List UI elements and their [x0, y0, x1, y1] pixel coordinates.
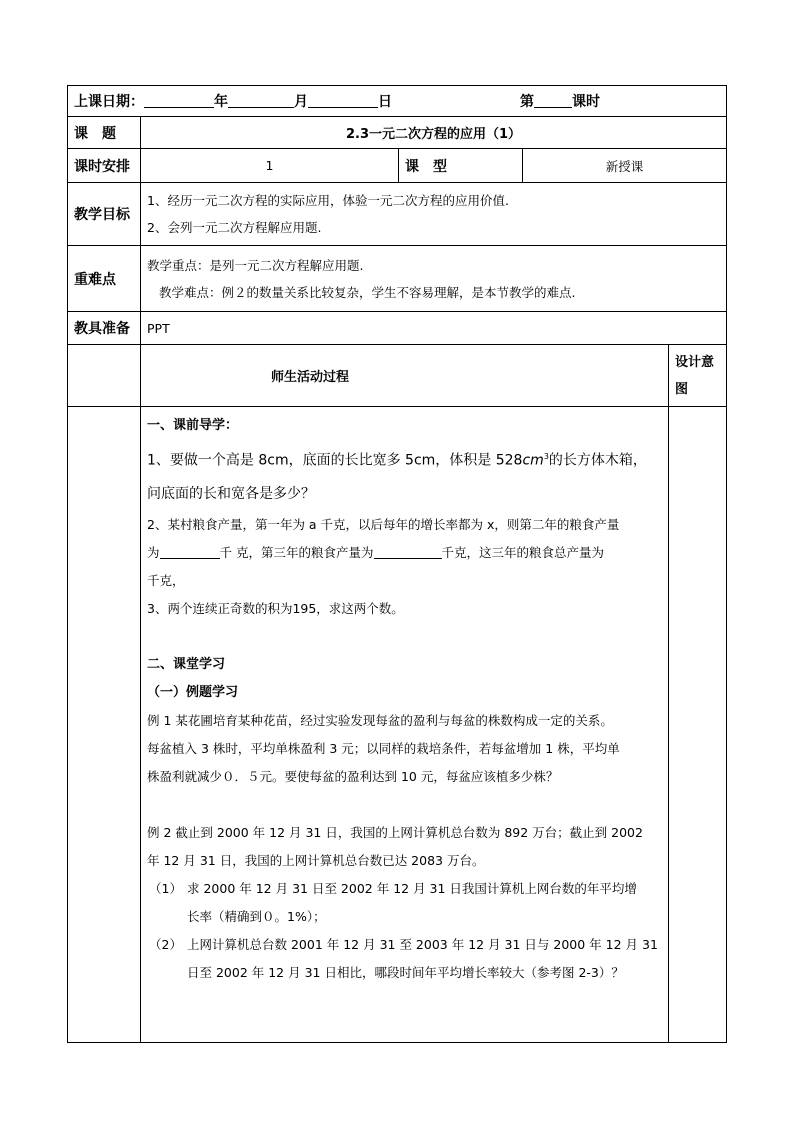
key-point: 教学重点：是列一元二次方程解应用题.	[147, 257, 364, 273]
day-blank	[308, 92, 378, 108]
key-points-label: 重难点	[68, 246, 141, 312]
header-row	[68, 86, 727, 117]
year-blank	[144, 92, 214, 108]
topic-label: 课 题	[68, 117, 141, 149]
example-2-question-2: （2） 上网计算机总台数 2001 年 12 月 31 至 2003 年 12 月 31 日与 2000 年 12 月 31 日至 2002 年 12 月 31 日相比，哪段时间年平均增长率较大（参考图 2-3）？	[149, 936, 658, 980]
goal-item-2: 2、会列一元二次方程解应用题.	[147, 220, 322, 235]
period-blank	[534, 92, 572, 108]
section-2-title: 二、课堂学习	[147, 656, 226, 672]
process-header-blank	[68, 345, 141, 407]
tools-row	[68, 312, 727, 345]
goals-label: 教学目标	[68, 183, 141, 246]
tools-value: PPT	[141, 312, 727, 345]
topic-row	[68, 117, 727, 149]
schedule-row	[68, 149, 727, 183]
example-2-question-1: （1） 求 2000 年 12 月 31 日至 2002 年 12 月 31 日我国计算机上网台数的年平均增 长率（精确到０。1%）；	[149, 880, 637, 924]
period-suffix: 课时	[572, 94, 600, 110]
example-1-line-2: 每盆植入 3 株时，平均单株盈利 3 元；以同样的栽培条件，若每盆增加 1 株，平均单	[147, 740, 620, 756]
question-1-line-2: 问底面的长和宽各是多少？	[147, 485, 315, 502]
type-value: 新授课	[523, 149, 727, 183]
question-3: 3、两个连续正奇数的积为195，求这两个数。	[147, 600, 404, 616]
intent-header: 设计意图	[669, 345, 727, 407]
schedule-value: 1	[141, 149, 399, 183]
month-blank	[228, 92, 294, 108]
period-prefix: 第	[520, 94, 534, 110]
day-label: 日	[378, 94, 392, 110]
example-2-line-1: 例 2 截止到 2000 年 12 月 31 日，我国的上网计算机总台数为 892 万台；截止到 2002	[147, 824, 643, 840]
year-label: 年	[214, 94, 228, 110]
process-header: 师生活动过程	[141, 345, 669, 407]
month-label: 月	[294, 94, 308, 110]
process-text	[147, 412, 662, 987]
goals-row	[68, 183, 727, 246]
tools-label: 教具准备	[68, 312, 141, 345]
key-points-row	[68, 246, 727, 312]
example-1-line-1: 例 1 某花圃培育某种花苗，经过实验发现每盆的盈利与每盆的株数构成一定的关系。	[147, 712, 613, 728]
goal-item-1: 1、经历一元二次方程的实际应用，体验一元二次方程的应用价值.	[147, 193, 509, 208]
lesson-plan-table	[67, 85, 727, 1043]
example-2-line-2: 年 12 月 31 日，我国的上网计算机总台数已达 2083 万台。	[147, 852, 485, 868]
answer-blank-2	[374, 543, 442, 559]
topic-value: 2.3一元二次方程的应用（1）	[141, 117, 727, 149]
question-2-line-1: 2、某村粮食产量，第一年为 a 千克，以后每年的增长率都为 x，则第二年的粮食产量	[147, 516, 620, 532]
difficulty-point: 教学难点：例２的数量关系比较复杂，学生不容易理解，是本节教学的难点.	[159, 284, 576, 300]
key-points-content	[141, 246, 727, 312]
answer-blank-1	[160, 543, 220, 559]
process-body-row	[68, 407, 727, 1043]
type-label: 课 型	[399, 149, 523, 183]
example-1-line-3: 株盈利就减少０．５元。要使每盆的盈利达到 10 元，每盆应该植多少株？	[147, 768, 559, 784]
date-label: 上课日期：	[74, 94, 144, 110]
schedule-label: 课时安排	[68, 149, 141, 183]
subsection-1-title: （一）例题学习	[147, 684, 239, 700]
process-left-blank	[68, 407, 141, 1043]
header-cell	[68, 86, 727, 117]
process-header-row	[68, 345, 727, 407]
section-1-title: 一、课前导学：	[147, 418, 239, 433]
process-content	[141, 407, 669, 1043]
intent-content-blank	[669, 407, 727, 1043]
question-2-line-3: 千克，	[147, 572, 185, 588]
goals-content	[141, 183, 727, 246]
question-2-line-2: 为 千 克，第三年的粮食产量为 千克，这三年的粮食总产量为	[147, 544, 605, 560]
question-1-line-1: 1、要做一个高是 8cm，底面的长比宽多 5cm，体积是 $528cm^3$的长方体木箱，	[147, 452, 647, 469]
